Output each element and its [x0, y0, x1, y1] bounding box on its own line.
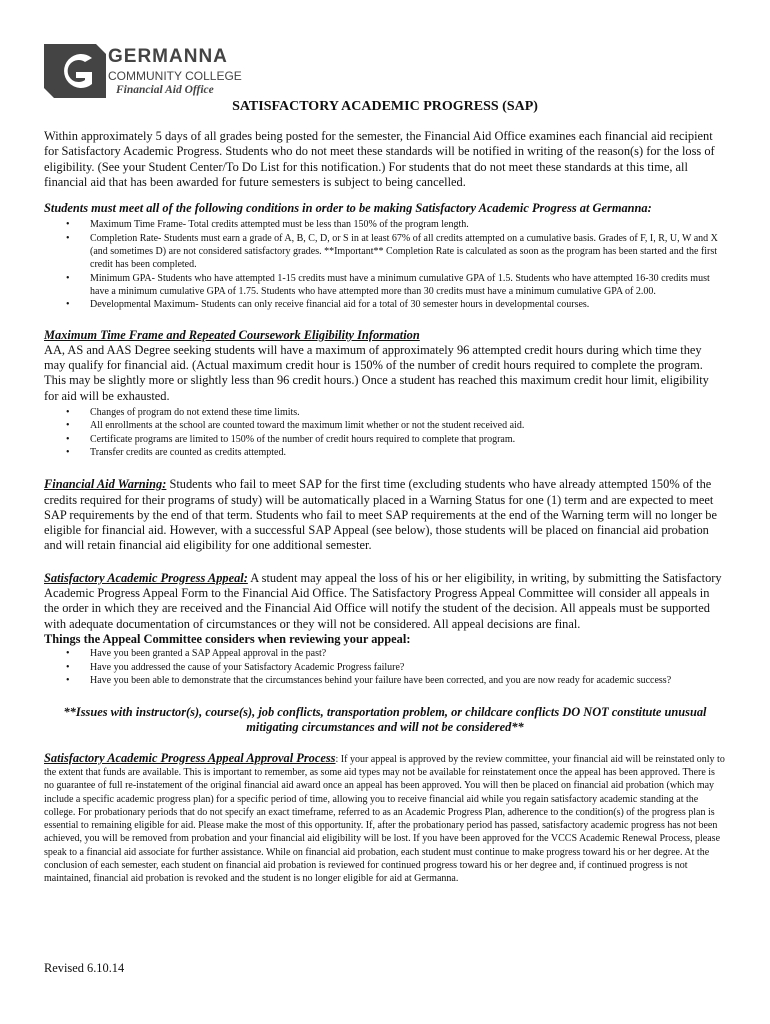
max-time-heading: Maximum Time Frame and Repeated Coursework Eligibility Information [44, 327, 420, 342]
list-item: • All enrollments at the school are counted toward the maximum limit whether or not the student received aid. [66, 420, 525, 432]
list-item: • Minimum GPA- Students who have attempted 1-15 credits must have a minimum cumulative GPA of 1.5. Students who have attempted 16-30 credits must have a minimum cumulative GPA of 1.75. Students who have attempted more than 30 credits must have a minimum cumulative GPA of 2.00. [66, 272, 710, 297]
list-item: • Completion Rate- Students must earn a grade of A, B, C, D, or S in at least 67% of all credits attempted on a cumulative basis. Grades of F, I, R, U, W and X (and sometimes D) are not considered satisfactory grades. **Important** Completion Rate is calculated as soon as the program has been started and the first credit has been completed. [66, 232, 718, 271]
list-item: • Maximum Time Frame- Total credits attempted must be less than 150% of the program length. [66, 219, 469, 231]
bullet-dot-icon: • [66, 219, 70, 231]
max-time-paragraph: AA, AS and AAS Degree seeking students will have a maximum of approximately 96 attempted credit hours during which time they may qualify for financial aid. (Actual maximum credit hour is 150% of the number of credit hours required to complete the program. This may be slightly more or slightly less than 96 credit hours.) Once a student has reached this maximum credit hour limit, eligibility for aid will be exhausted. [44, 342, 709, 403]
warning-heading: Financial Aid Warning: [44, 477, 167, 492]
appeal-heading: Satisfactory Academic Progress Appeal: [44, 570, 248, 585]
bullet-dot-icon: • [66, 232, 70, 244]
bullet-dot-icon: • [66, 433, 70, 445]
bullet-dot-icon: • [66, 272, 70, 284]
logo-line-3: Financial Aid Office [116, 84, 214, 96]
appeal-paragraph: Satisfactory Academic Progress Appeal: A student may appeal the loss of his or her eligibility, in writing, by submitting the Satisfactory Academic Progress Appeal Form to the Financial Aid Office. The Satisfactory Progress Appeal Committee will consider all appeals in the order in which they are received and the Financial Aid Office will notify the student of the decision. All appeals must be supported with adequate documentation of circumstances or they will not be considered. All appeal decisions are final. [44, 570, 722, 631]
logo-line-2: COMMUNITY COLLEGE [108, 69, 242, 83]
revised-date: Revised 6.10.14 [44, 961, 125, 975]
list-item: • Changes of program do not extend these time limits. [66, 407, 300, 419]
approval-paragraph: Satisfactory Academic Progress Appeal Approval Process: If your appeal is approved by the review committee, your financial aid will be reinstated only to the extent that funds are available. This is important to remember, as some aid types may not be available for reinstatement once the appeal has been approved. There is no guarantee of full re-instatement of the original financial aid award once an appeal has been approved. You will then be placed on financial aid probation (which may include a specific academic progress plan) for a specific period of time, allowing you to receive financial aid while you regain satisfactory academic standing at the college. For probationary periods that do not specify an exact timeframe, referred to as an Academic Progress Plan, adherence to the condition(s) of the progress plan is essential to remaining eligible for aid. Please make the most of this opportunity. If, after the probationary period has passed, satisfactory academic progress has not been achieved, you will be removed from probation and your financial aid eligibility will be lost. If you have been approved for the VCCS Academic Renewal Process, please speak to a financial aid associate for further assistance. While on financial aid probation, each student must continue to make progress toward his or her degree. At the conclusion of each semester, each student on financial aid probation is reviewed for continued progress toward his or her degree and, if continued progress is not maintained, financial aid probation is revoked and the student is no longer eligible for aid at Germanna. [44, 750, 725, 885]
appeal-considerations-heading: Things the Appeal Committee considers when reviewing your appeal: [44, 631, 411, 646]
bullet-dot-icon: • [66, 674, 70, 686]
document-body [44, 99, 726, 886]
intro-paragraph: Within approximately 5 days of all grades being posted for the semester, the Financial Aid Office examines each financial aid recipient for Satisfactory Academic Progress. Students who do not meet these standards will be notified in writing of the reason(s) for the loss of eligibility. (See your Student Center/To Do List for this notification.) For students that do not meet these standards at this time, all financial aid that has been awarded for future semesters is subject to being cancelled. [44, 129, 715, 189]
bullet-dot-icon: • [66, 446, 70, 458]
list-item: • Have you addressed the cause of your Satisfactory Academic Progress failure? [66, 661, 405, 673]
list-item: • Transfer credits are counted as credits attempted. [66, 446, 286, 458]
list-item: • Have you been granted a SAP Appeal approval in the past? [66, 648, 327, 660]
list-item: • Developmental Maximum- Students can only receive financial aid for a total of 30 semester hours in developmental courses. [66, 299, 590, 311]
bullet-dot-icon: • [66, 299, 70, 311]
page-title: SATISFACTORY ACADEMIC PROGRESS (SAP) [232, 99, 538, 114]
issues-note: **Issues with instructor(s), course(s), job conflicts, transportation problem, or childcare conflicts DO NOT constitute unusual mitigating circumstances and will not be considered** [63, 705, 707, 735]
list-item: • Have you been able to demonstrate that the circumstances behind your failure have been corrected, and you are now ready for academic success? [66, 674, 672, 686]
list-item: • Certificate programs are limited to 150% of the number of credit hours required to complete that program. [66, 433, 516, 445]
bullet-dot-icon: • [66, 420, 70, 432]
germanna-g-logo-icon [44, 44, 106, 98]
conditions-heading: Students must meet all of the following conditions in order to be making Satisfactory Academic Progress at Germanna: [44, 201, 652, 216]
logo-line-1: GERMANNA [108, 46, 228, 67]
germanna-logo [44, 42, 244, 102]
bullet-dot-icon: • [66, 407, 70, 419]
approval-heading: Satisfactory Academic Progress Appeal Approval Process [44, 750, 336, 765]
bullet-dot-icon: • [66, 661, 70, 673]
bullet-dot-icon: • [66, 648, 70, 660]
warning-paragraph: Financial Aid Warning: Students who fail to meet SAP for the first time (excluding students who have already attempted 150% of the credits required for their programs of study) will be automatically placed in a Warning Status for one (1) term and are expected to meet SAP requirements by the end of that term. Students who fail to meet SAP requirements at the end of the Warning term will no longer be eligible for financial aid. However, with a successful SAP Appeal (see below), those students will be placed on financial aid probation and will retain financial aid eligibility for one additional semester. [44, 477, 718, 553]
